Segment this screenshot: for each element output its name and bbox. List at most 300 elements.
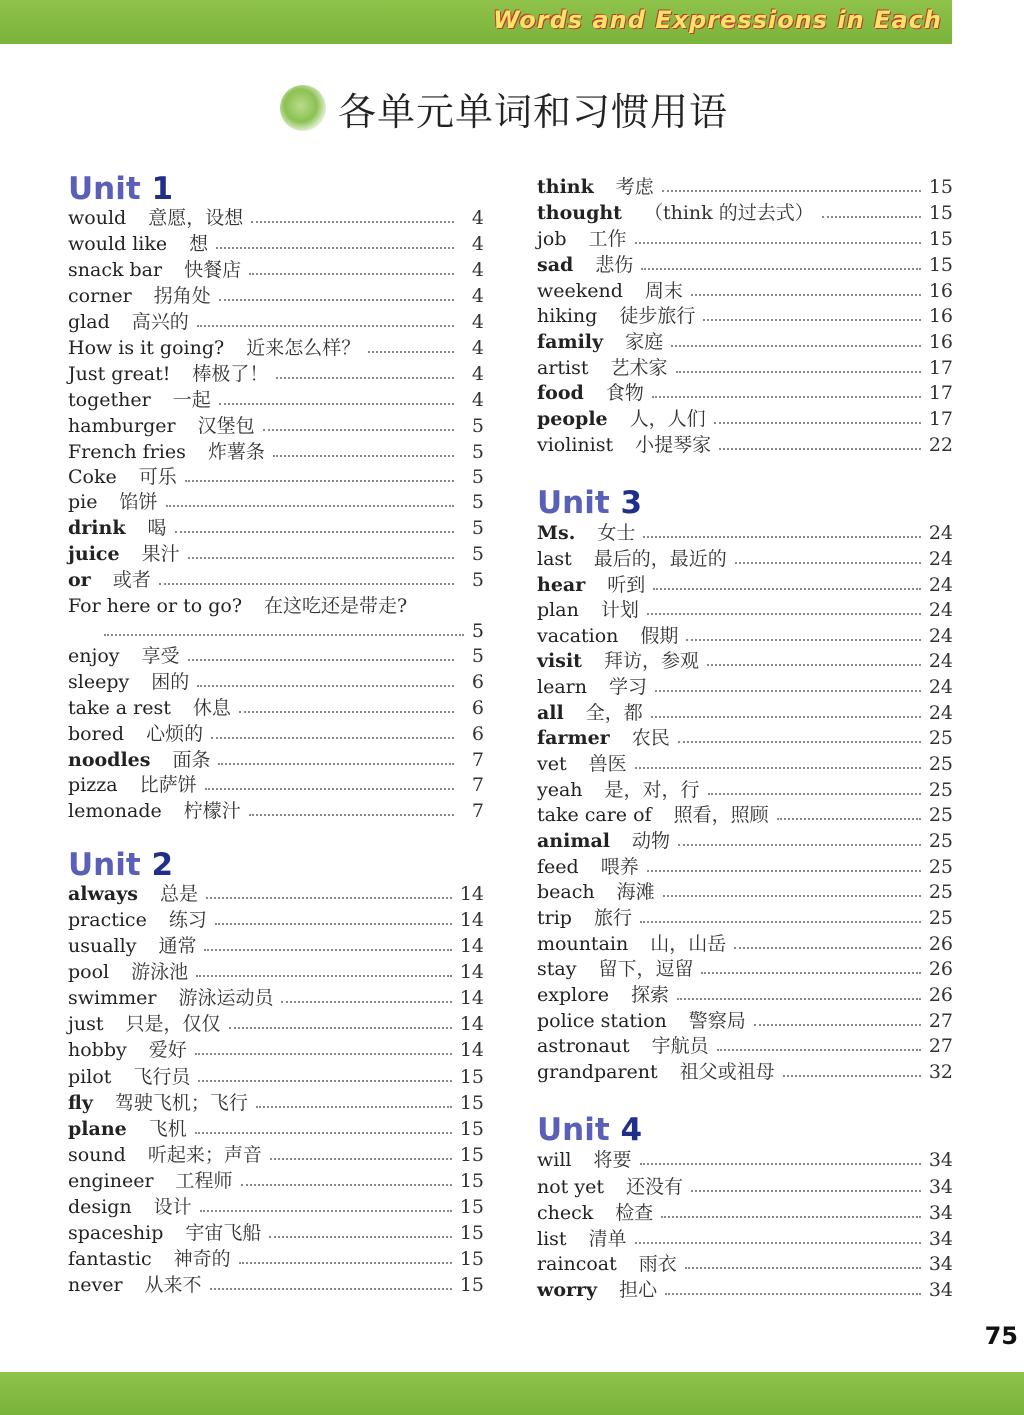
entry-page-number: 24 [928,650,953,672]
entry-page-number: 7 [471,800,484,822]
unit-2-heading: Unit 2 [68,847,174,883]
entry-word: snack bar [68,259,163,281]
entry-page-number: 25 [928,753,953,775]
entry-word: will [537,1149,572,1171]
vocab-entry [537,981,953,1007]
entry-page-number: 24 [928,676,953,698]
entry-page-number: 17 [928,408,953,430]
entry-meaning: 享受 [141,645,180,667]
vocab-entry [68,668,484,694]
entry-word: usually [68,935,137,957]
entry-page-number: 25 [928,779,953,801]
vocab-entry [68,514,484,540]
entry-page-number: 25 [928,830,953,852]
entry-page-number: 24 [928,625,953,647]
header-band-text: Words and Expressions in Each [493,6,942,34]
vocab-entry [537,431,953,457]
entry-meaning: 宇宙飞船 [185,1222,262,1244]
entry-page-number: 15 [928,228,953,250]
entry-meaning: 果汁 [141,543,180,565]
entry-word: visit [537,650,582,672]
vocab-entry [68,880,484,906]
dot-leader [735,562,921,564]
entry-page-number: 26 [928,958,953,980]
dot-leader [635,242,921,244]
vocab-entry [537,328,953,354]
vocab-entry [537,1225,953,1251]
entry-meaning: 神奇的 [173,1248,231,1270]
entry-page-number: 34 [928,1202,953,1224]
vocab-entry [68,566,484,592]
entry-word: just [68,1013,104,1035]
dot-leader [218,763,454,765]
entry-meaning: 小提琴家 [635,434,712,456]
entry-meaning: （think 的过去式） [643,202,814,224]
dot-leader [196,975,452,977]
entry-word: stay [537,958,577,980]
entry-page-number: 4 [471,389,484,411]
entry-page-number: 27 [928,1010,953,1032]
vocab-entry [68,1219,484,1245]
entry-page-number: 4 [471,233,484,255]
vocab-entry [537,1146,953,1172]
entry-meaning: 炸薯条 [207,441,265,463]
entry-page-number: 5 [471,543,484,565]
vocab-entry [537,776,953,802]
vocab-entry [537,251,953,277]
entry-meaning: 人，人们 [629,408,706,430]
entry-word: pool [68,961,110,983]
entry-word: drink [68,517,126,539]
dot-leader [691,294,921,296]
entry-word: raincoat [537,1253,617,1275]
entry-meaning: 喂养 [600,856,639,878]
dot-leader [647,613,921,615]
entry-word: list [537,1228,567,1250]
entry-meaning: 农民 [631,727,670,749]
entry-word: yeah [537,779,583,801]
entry-meaning: 工程师 [175,1170,233,1192]
entry-meaning: 全，都 [585,702,643,724]
entry-page-number: 5 [471,569,484,591]
entry-word: violinist [537,434,614,456]
entry-meaning: 艺术家 [610,357,668,379]
entry-word: animal [537,830,610,852]
vocab-entry [537,699,953,725]
entry-meaning: 在这吃还是带走? [264,595,408,617]
dot-leader [188,557,454,559]
entry-page-number: 25 [928,907,953,929]
dot-leader [665,1293,921,1295]
entry-meaning: 拐角处 [153,285,211,307]
entry-word: pilot [68,1066,112,1088]
dot-leader [691,1190,921,1192]
entry-word: last [537,548,572,570]
entry-meaning: 留下，逗留 [598,958,694,980]
entry-page-number: 5 [471,620,484,642]
dot-leader [701,972,920,974]
dot-leader [717,1049,921,1051]
vocab-entry [68,720,484,746]
vocab-entry [68,204,484,230]
entry-meaning: 练习 [168,909,207,931]
entry-meaning: 休息 [192,697,231,719]
entry-word: For here or to go? [68,595,243,617]
entry-word: farmer [537,727,610,749]
entry-word: grandparent [537,1061,658,1083]
vocab-entry [68,1115,484,1141]
dot-leader [166,505,455,507]
entry-word: How is it going? [68,337,225,359]
dot-leader [239,711,454,713]
entry-word: astronaut [537,1035,630,1057]
entry-meaning: 担心 [619,1279,658,1301]
dot-leader [640,1163,921,1165]
dot-leader [270,1158,452,1160]
entry-meaning: 只是，仅仅 [125,1013,221,1035]
entry-word: vacation [537,625,619,647]
entry-meaning: 雨衣 [638,1253,677,1275]
dot-leader [175,531,454,533]
entry-page-number: 7 [471,774,484,796]
entry-meaning: 高兴的 [131,311,189,333]
entry-page-number: 27 [928,1035,953,1057]
page-number: 75 [984,1322,1018,1350]
dot-leader [640,921,921,923]
vocab-entry [68,256,484,282]
entry-word: trip [537,907,572,929]
entry-word: would like [68,233,168,255]
entry-word: weekend [537,280,623,302]
dot-leader [643,536,920,538]
entry-page-number: 15 [459,1144,484,1166]
dot-leader [635,767,921,769]
dot-leader [822,216,921,218]
entry-page-number: 14 [459,1013,484,1035]
entry-word: people [537,408,608,430]
vocab-entry [68,642,484,668]
dot-leader [206,897,452,899]
entry-meaning: 喝 [147,517,167,539]
entry-meaning: 宇航员 [651,1035,709,1057]
entry-meaning: 爱好 [148,1039,187,1061]
entry-word: pizza [68,774,118,796]
dot-leader [249,273,454,275]
entry-word: fly [68,1092,93,1114]
entry-page-number: 24 [928,548,953,570]
entry-word: enjoy [68,645,120,667]
entry-meaning: 听到 [607,574,646,596]
entry-word: pie [68,491,98,513]
vocab-entry [68,1010,484,1036]
entry-word: explore [537,984,609,1006]
entry-word: juice [68,543,120,565]
entry-meaning: 是，对，行 [604,779,700,801]
entry-page-number: 26 [928,933,953,955]
vocab-entry [537,519,953,545]
entry-page-number: 16 [928,280,953,302]
entry-meaning: 旅行 [593,907,632,929]
entry-word: practice [68,909,147,931]
vocab-entry [68,771,484,797]
dot-leader [783,1075,921,1077]
vocab-entry [537,1276,953,1302]
entry-word: hiking [537,305,598,327]
entry-meaning: 意愿，设想 [148,207,244,229]
entry-word: hamburger [68,415,176,437]
entry-page-number: 14 [459,935,484,957]
vocab-entry [68,1141,484,1167]
vocab-entry [68,932,484,958]
dot-leader [159,583,454,585]
vocab-entry [68,746,484,772]
entry-page-number: 5 [471,517,484,539]
unit-1-heading: Unit 1 [68,171,174,207]
entry-page-number: 26 [928,984,953,1006]
entry-meaning: 检查 [615,1202,654,1224]
entry-meaning: 驾驶飞机；飞行 [114,1092,248,1114]
entry-meaning: 工作 [588,228,627,250]
dot-leader [276,377,454,379]
entry-word: would [68,207,127,229]
entry-page-number: 25 [928,804,953,826]
entry-page-number: 24 [928,599,953,621]
vocab-entry [537,379,953,405]
dot-leader [205,788,454,790]
dot-leader [719,448,921,450]
entry-word: worry [537,1279,598,1301]
vocab-entry [68,230,484,256]
dot-leader [677,998,921,1000]
vocab-entry [68,1036,484,1062]
entry-meaning: 汉堡包 [197,415,255,437]
entry-meaning: 探索 [630,984,669,1006]
dot-leader [195,1132,452,1134]
entry-meaning: 面条 [172,749,211,771]
entry-word: spaceship [68,1222,164,1244]
vocab-entry [537,225,953,251]
entry-word: food [537,382,584,404]
vocab-entry [537,545,953,571]
entry-word: mountain [537,933,629,955]
vocab-entry [537,750,953,776]
entry-word: check [537,1202,594,1224]
vocab-entry [537,853,953,879]
dot-leader [734,947,921,949]
dot-leader [641,268,921,270]
entry-meaning: 困的 [151,671,190,693]
dot-leader [678,741,921,743]
entry-meaning: 柠檬汁 [183,800,241,822]
vocab-entry [68,984,484,1010]
entry-word: vet [537,753,567,775]
entry-word: beach [537,881,595,903]
entry-meaning: 听起来；声音 [147,1144,262,1166]
dot-leader [661,1216,921,1218]
dot-leader [195,1053,452,1055]
dot-leader [714,422,921,424]
entry-page-number: 34 [928,1253,953,1275]
entry-page-number: 4 [471,259,484,281]
dot-leader [685,1267,921,1269]
entry-page-number: 32 [928,1061,953,1083]
entry-meaning: 飞行员 [133,1066,191,1088]
entry-meaning: 家庭 [625,331,664,353]
dot-leader [676,371,921,373]
entry-meaning: 徒步旅行 [619,305,696,327]
entry-page-number: 25 [928,856,953,878]
vocab-entry [537,571,953,597]
entry-page-number: 15 [459,1222,484,1244]
entry-meaning: 学习 [608,676,647,698]
entry-meaning: 棒极了！ [192,363,269,385]
entry-meaning: 心烦的 [146,723,204,745]
vocab-entry [537,1173,953,1199]
entry-meaning: 近来怎么样？ [246,337,361,359]
entry-word: swimmer [68,987,157,1009]
vocab-entry [68,1063,484,1089]
entry-word: corner [68,285,132,307]
dot-leader [229,1027,452,1029]
entry-meaning: 游泳池 [131,961,189,983]
entry-meaning: 可乐 [138,466,177,488]
dot-leader [707,664,921,666]
vocab-entry [68,1193,484,1219]
dot-leader [198,1080,451,1082]
entry-page-number: 5 [471,491,484,513]
entry-word: not yet [537,1176,604,1198]
vocab-entry [68,360,484,386]
dot-leader [185,480,454,482]
entry-meaning: 从来不 [144,1274,202,1296]
entry-page-number: 14 [459,909,484,931]
entry-meaning: 通常 [158,935,197,957]
dot-leader [754,1024,921,1026]
dot-leader [204,949,451,951]
top-color-band [0,0,952,44]
dot-leader [251,221,454,223]
entry-meaning: 假期 [640,625,679,647]
entry-page-number: 6 [471,697,484,719]
dot-leader [197,685,454,687]
entry-meaning: 考虑 [615,176,654,198]
vocab-entry [68,308,484,334]
dot-leader [662,190,921,192]
entry-meaning: 悲伤 [595,254,634,276]
entry-word: noodles [68,749,151,771]
vocab-entry [537,1250,953,1276]
vocab-entry [68,797,484,823]
entry-page-number: 15 [459,1196,484,1218]
entry-word: never [68,1274,123,1296]
vocab-entry [68,488,484,514]
dot-leader [671,345,921,347]
entry-page-number: 15 [928,254,953,276]
dot-leader [686,639,920,641]
entry-meaning: 飞机 [148,1118,187,1140]
entry-page-number: 15 [928,202,953,224]
entry-meaning: 最后的，最近的 [593,548,727,570]
entry-word: think [537,176,594,198]
vocab-entry [537,904,953,930]
entry-word: or [68,569,91,591]
vocab-entry [537,827,953,853]
entry-page-number: 15 [459,1118,484,1140]
dot-leader [197,325,454,327]
green-circle-icon [280,85,326,131]
vocab-entry [68,282,484,308]
vocab-entry [537,1007,953,1033]
entry-word: fantastic [68,1248,152,1270]
dot-leader [269,1236,451,1238]
entry-page-number: 5 [471,645,484,667]
vocab-entry [537,1058,953,1084]
entry-meaning: 馅饼 [119,491,158,513]
entry-meaning: 将要 [593,1149,632,1171]
entry-page-number: 34 [928,1228,953,1250]
entry-meaning: 警察局 [688,1010,746,1032]
entry-meaning: 兽医 [588,753,627,775]
vocab-entry [537,673,953,699]
entry-word: all [537,702,564,724]
dot-leader [241,1184,452,1186]
dot-leader [273,455,454,457]
entry-meaning: 照看，照顾 [673,804,769,826]
entry-word: plan [537,599,579,621]
unit-3-heading: Unit 3 [537,485,643,521]
entry-meaning: 总是 [159,883,198,905]
dot-leader [249,814,454,816]
dot-leader [655,690,921,692]
vocab-entry [68,412,484,438]
entry-word: French fries [68,441,186,463]
entry-word: design [68,1196,132,1218]
entry-page-number: 4 [471,285,484,307]
entry-page-number: 4 [471,311,484,333]
dot-leader [663,895,921,897]
entry-page-number: 4 [471,207,484,229]
dot-leader [239,1262,452,1264]
entry-page-number: 5 [471,441,484,463]
entry-word: feed [537,856,579,878]
entry-page-number: 15 [459,1092,484,1114]
dot-leader [651,716,921,718]
vocab-entry [68,540,484,566]
entry-meaning: 祖父或祖母 [679,1061,775,1083]
entry-page-number: 25 [928,727,953,749]
entry-word: police station [537,1010,667,1032]
entry-meaning: 周末 [644,280,683,302]
entry-page-number: 4 [471,363,484,385]
entry-page-number: 15 [459,1274,484,1296]
entry-meaning: 想 [189,233,209,255]
vocab-entry [537,596,953,622]
entry-meaning: 或者 [112,569,151,591]
vocab-entry [68,463,484,489]
entry-word: always [68,883,138,905]
entry-page-number: 16 [928,305,953,327]
entry-page-number: 16 [928,331,953,353]
entry-page-number: 34 [928,1149,953,1171]
entry-word: family [537,331,604,353]
dot-leader [215,923,452,925]
dot-leader [635,1242,921,1244]
entry-page-number: 14 [459,961,484,983]
entry-meaning: 山，山岳 [650,933,727,955]
entry-word: sleepy [68,671,130,693]
dot-leader [368,351,454,353]
vocab-entry [68,386,484,412]
